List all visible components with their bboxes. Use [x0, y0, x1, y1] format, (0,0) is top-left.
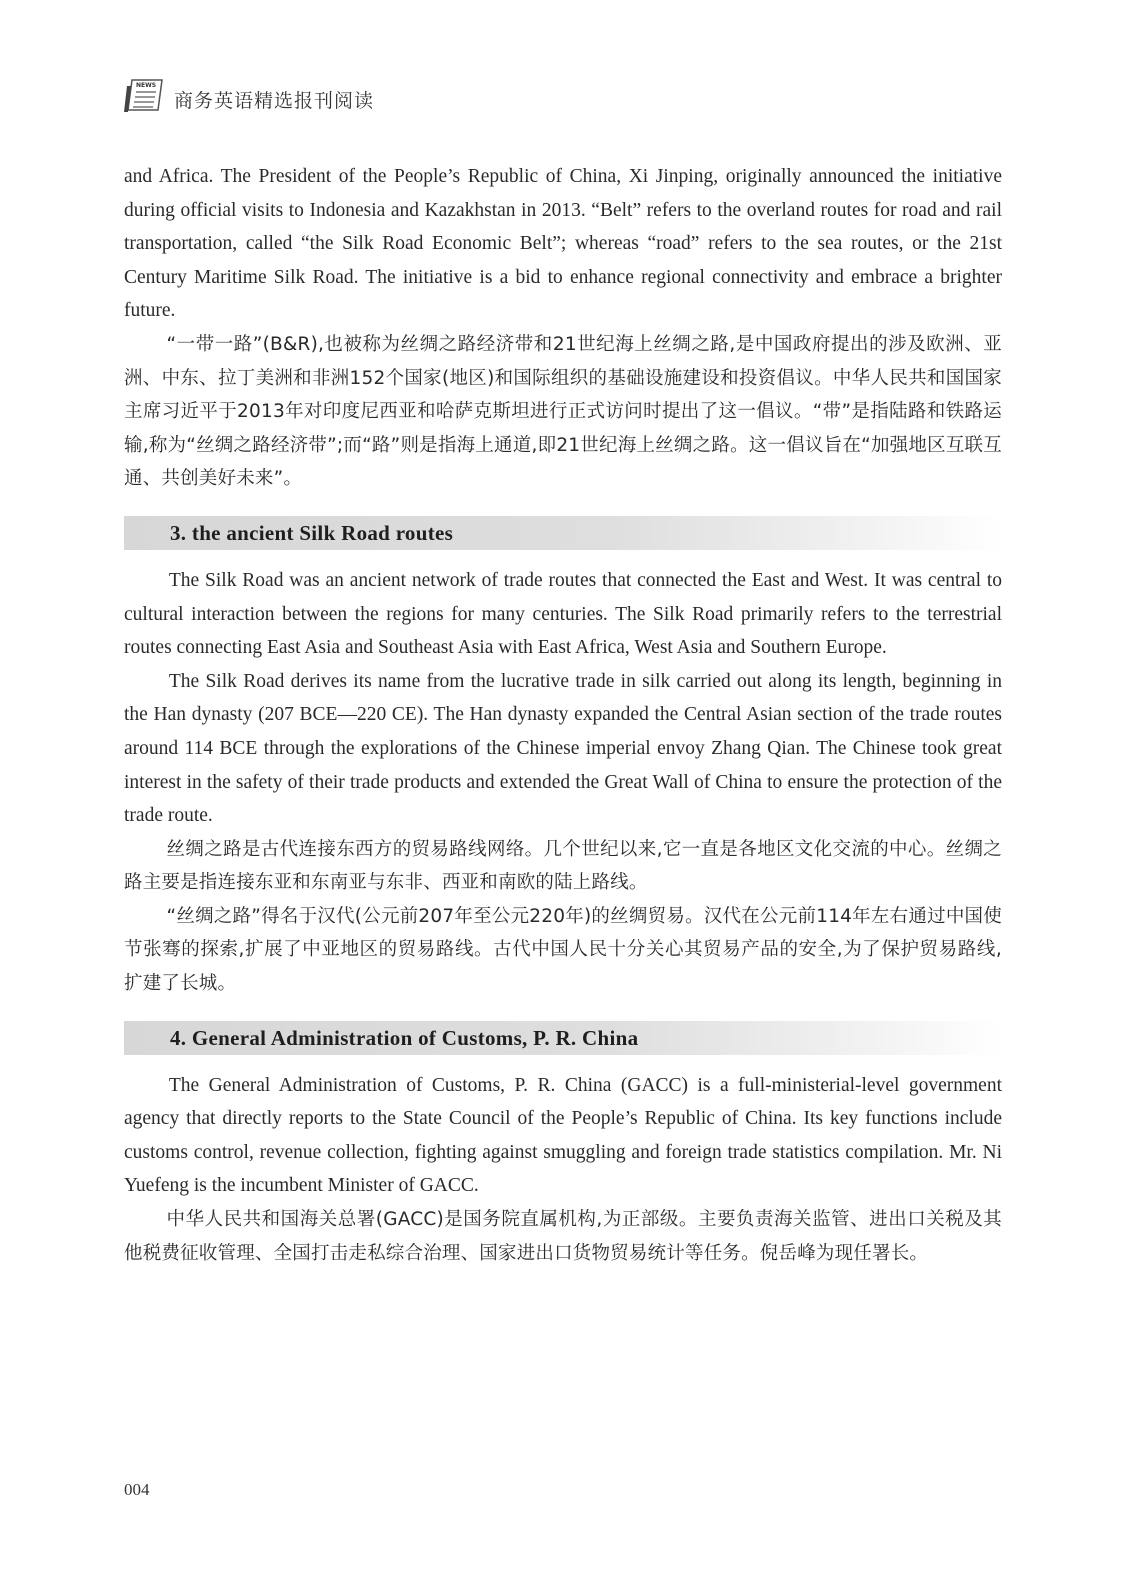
section-4-heading: 4. General Administration of Customs, P. R. China: [124, 1021, 1002, 1055]
page-number: 004: [124, 1480, 150, 1499]
section-3-chinese-paragraph-2: “丝绸之路”得名于汉代(公元前207年至公元220年)的丝绸贸易。汉代在公元前114年左右通过中国使节张骞的探索,扩展了中亚地区的贸易路线。古代中国人民十分关心其贸易产品的安全,为了保护贸易路线,扩建了长城。: [124, 905, 1002, 995]
section-3-chinese-paragraph-1: 丝绸之路是古代连接东西方的贸易路线网络。几个世纪以来,它一直是各地区文化交流的中心。丝绸之路主要是指连接东亚和东南亚与东非、西亚和南欧的陆上路线。: [124, 838, 1002, 894]
section-3-heading: 3. the ancient Silk Road routes: [124, 516, 1002, 550]
newspaper-icon-label: NEWS: [136, 82, 157, 89]
page-body: [124, 160, 1002, 1270]
section-3-english-paragraph-2: The Silk Road derives its name from the lucrative trade in silk carried out along its length, beginning in the Han dynasty (207 BCE—220 CE). The Han dynasty expanded the Central Asian section of the trade routes around 114 BCE through the explorations of the Chinese imperial envoy Zhang Qian. The Chinese took great interest in the safety of their trade products and extended the Great Wall of China to ensure the protection of the trade route.: [124, 670, 1002, 827]
intro-chinese-paragraph: “一带一路”(B&R),也被称为丝绸之路经济带和21世纪海上丝绸之路,是中国政府提出的涉及欧洲、亚洲、中东、拉丁美洲和非洲152个国家(地区)和国际组织的基础设施建设和投资倡议。中华人民共和国国家主席习近平于2013年对印度尼西亚和哈萨克斯坦进行正式访问时提出了这一倡议。“带”是指陆路和铁路运输,称为“丝绸之路经济带”;而“路”则是指海上通道,即21世纪海上丝绸之路。这一倡议旨在“加强地区互联互通、共创美好未来”。: [124, 333, 1002, 490]
running-header: [122, 76, 622, 116]
section-3-english-paragraph-1: The Silk Road was an ancient network of trade routes that connected the East and West. It was central to cultural interaction between the regions for many centuries. The Silk Road primarily refers to the terrestrial routes connecting East Asia and Southeast Asia with East Africa, West Asia and Southern Europe.: [124, 569, 1002, 659]
section-4-english-paragraph: The General Administration of Customs, P. R. China (GACC) is a full-ministerial-level government agency that directly reports to the State Council of the People’s Republic of China. Its key functions include customs control, revenue collection, fighting against smuggling and foreign trade statistics compilation. Mr. Ni Yuefeng is the incumbent Minister of GACC.: [124, 1074, 1002, 1197]
section-4-chinese-paragraph: 中华人民共和国海关总署(GACC)是国务院直属机构,为正部级。主要负责海关监管、进出口关税及其他税费征收管理、全国打击走私综合治理、国家进出口货物贸易统计等任务。倪岳峰为现任署长。: [124, 1209, 1002, 1264]
book-title: 商务英语精选报刊阅读: [174, 90, 375, 112]
intro-english-paragraph: and Africa. The President of the People’s Republic of China, Xi Jinping, originally announced the initiative during official visits to Indonesia and Kazakhstan in 2013. “Belt” refers to the overland routes for road and rail transportation, called “the Silk Road Economic Belt”; whereas “road” refers to the sea routes, or the 21st Century Maritime Silk Road. The initiative is a bid to enhance regional connectivity and embrace a brighter future.: [124, 166, 1002, 322]
newspaper-icon: [122, 76, 166, 114]
